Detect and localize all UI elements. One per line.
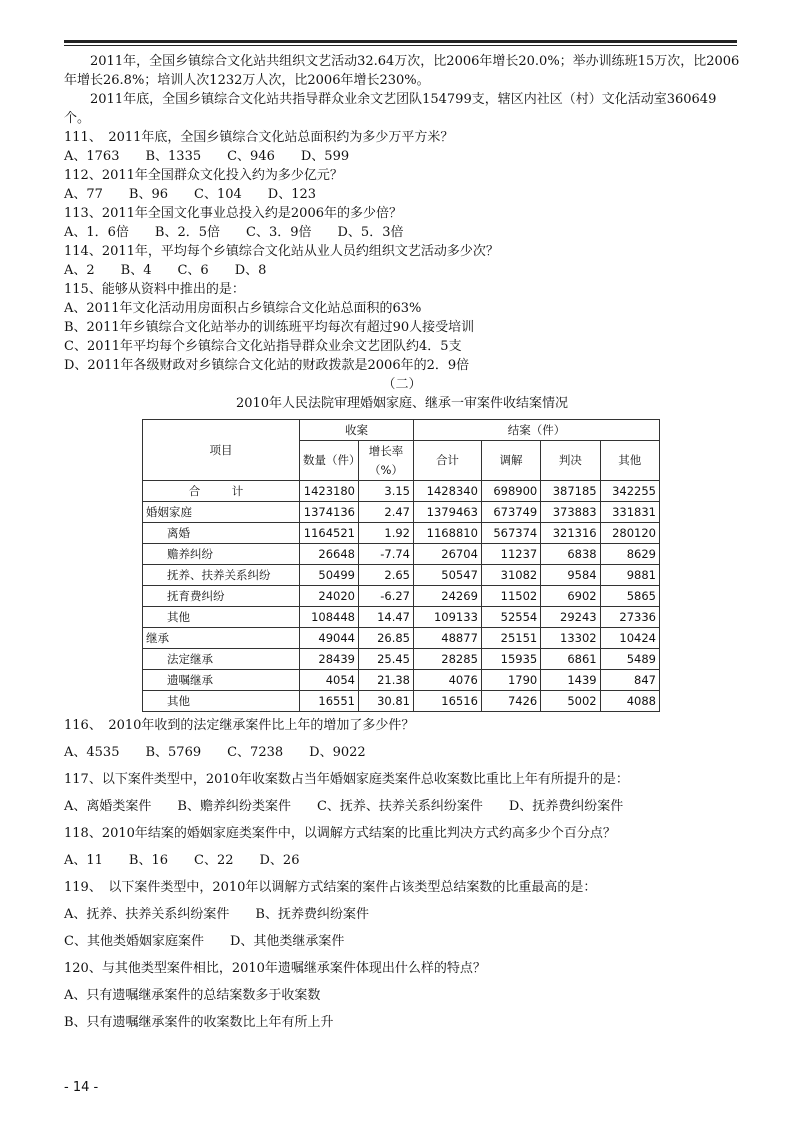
- paragraph: 2011年，全国乡镇综合文化站共组织文艺活动32.64万次，比2006年增长20.0%；举办训练班15万次，比2006年增长26.8%；培训人次1232万人次，比2006年增长230%。: [64, 54, 740, 88]
- cell-value: 847: [600, 670, 659, 691]
- question-line: A、11 B、16 C、22 D、26: [64, 853, 300, 868]
- question-line: A、4535 B、5769 C、7238 D、9022: [64, 745, 366, 760]
- question-line: D、2011年各级财政对乡镇综合文化站的财政拨款是2006年的2．9倍: [64, 358, 470, 373]
- question-line: A、离婚类案件 B、赡养纠纷类案件 C、抚养、扶养关系纠纷案件 D、抚养费纠纷案件: [64, 799, 624, 814]
- question-line: B、2011年乡镇综合文化站举办的训练班平均每次有超过90人接受培训: [64, 320, 475, 335]
- row-label: 婚姻家庭: [143, 502, 300, 523]
- cell-value: 50499: [300, 565, 359, 586]
- cell-value: 50547: [414, 565, 482, 586]
- cell-value: 3.15: [359, 481, 414, 502]
- table-row: [143, 670, 660, 691]
- question-line: 111、 2011年底，全国乡镇综合文化站总面积约为多少万平方米？: [64, 130, 454, 145]
- cell-value: 342255: [600, 481, 659, 502]
- cell-value: 373883: [541, 502, 600, 523]
- cell-value: 49044: [300, 628, 359, 649]
- cell-value: 9584: [541, 565, 600, 586]
- question-line: 114、2011年，平均每个乡镇综合文化站从业人员约组织文艺活动多少次？: [64, 244, 499, 259]
- cell-value: 567374: [481, 523, 540, 544]
- cell-value: 16551: [300, 691, 359, 712]
- question-line: A、只有遗嘱继承案件的总结案数多于收案数: [64, 988, 321, 1003]
- cell-value: 2.47: [359, 502, 414, 523]
- top-rule-thick: [64, 40, 737, 43]
- cell-value: 26.85: [359, 628, 414, 649]
- cell-value: 4076: [414, 670, 482, 691]
- table-row: [143, 481, 660, 502]
- cell-value: 1423180: [300, 481, 359, 502]
- cell-value: 1.92: [359, 523, 414, 544]
- question-line: A、1．6倍 B、2．5倍 C、3．9倍 D、5．3倍: [64, 225, 404, 240]
- cell-value: 48877: [414, 628, 482, 649]
- cell-value: 1164521: [300, 523, 359, 544]
- paragraph: 2011年底，全国乡镇综合文化站共指导群众业余文艺团队154799支，辖区内社区（村）文化活动室360649个。: [64, 92, 717, 126]
- table-row: [143, 586, 660, 607]
- question-line: 120、与其他类型案件相比，2010年遗嘱继承案件体现出什么样的特点？: [64, 961, 486, 976]
- cell-value: 2.65: [359, 565, 414, 586]
- question-line: A、抚养、扶养关系纠纷案件 B、抚养费纠纷案件: [64, 907, 369, 922]
- cell-value: 331831: [600, 502, 659, 523]
- cell-value: 1374136: [300, 502, 359, 523]
- cell-value: 29243: [541, 607, 600, 628]
- cell-value: 11502: [481, 586, 540, 607]
- question-line: 113、2011年全国文化事业总投入约是2006年的多少倍？: [64, 206, 402, 221]
- cell-value: 1428340: [414, 481, 482, 502]
- row-label: 法定继承: [143, 649, 300, 670]
- question-line: A、2011年文化活动用房面积占乡镇综合文化站总面积的63%: [64, 301, 422, 316]
- question-line: B、只有遗嘱继承案件的收案数比上年有所上升: [64, 1015, 334, 1030]
- question-line: 118、2010年结案的婚姻家庭类案件中，以调解方式结案的比重比判决方式约高多少个百分点？: [64, 826, 616, 841]
- cell-value: 14.47: [359, 607, 414, 628]
- table-row: [143, 628, 660, 649]
- cell-value: 15935: [481, 649, 540, 670]
- cell-value: 25.45: [359, 649, 414, 670]
- question-list-2: [64, 712, 740, 1036]
- table-row: [143, 544, 660, 565]
- row-label: 抚育费纠纷: [143, 586, 300, 607]
- cell-value: 6838: [541, 544, 600, 565]
- question-line: 117、以下案件类型中，2010年收案数占当年婚姻家庭类案件总收案数比重比上年有所提升的是：: [64, 772, 629, 787]
- cell-value: 9881: [600, 565, 659, 586]
- cell-value: 8629: [600, 544, 659, 565]
- cell-value: 1379463: [414, 502, 482, 523]
- cell-value: 108448: [300, 607, 359, 628]
- cell-value: 673749: [481, 502, 540, 523]
- row-label: 离婚: [143, 523, 300, 544]
- cell-value: 27336: [600, 607, 659, 628]
- page-content: [64, 52, 740, 1036]
- cell-value: 28285: [414, 649, 482, 670]
- subheader-growth: 增长率（%）: [359, 441, 414, 481]
- cell-value: 1168810: [414, 523, 482, 544]
- section-label: （二）: [382, 377, 422, 392]
- cell-value: 321316: [541, 523, 600, 544]
- question-line: A、2 B、4 C、6 D、8: [64, 263, 267, 278]
- table-title: 2010年人民法院审理婚姻家庭、继承一审案件收结案情况: [235, 396, 569, 411]
- cell-value: 280120: [600, 523, 659, 544]
- cell-value: 25151: [481, 628, 540, 649]
- cell-value: 16516: [414, 691, 482, 712]
- cell-value: 13302: [541, 628, 600, 649]
- cell-value: 31082: [481, 565, 540, 586]
- row-label: 遗嘱继承: [143, 670, 300, 691]
- table-row: [143, 502, 660, 523]
- cell-value: -6.27: [359, 586, 414, 607]
- cell-value: 28439: [300, 649, 359, 670]
- table-row: [143, 691, 660, 712]
- subheader-other: 其他: [600, 441, 659, 481]
- cell-value: -7.74: [359, 544, 414, 565]
- page-number: - 14 -: [64, 1080, 99, 1095]
- cell-value: 52554: [481, 607, 540, 628]
- table-row: [143, 565, 660, 586]
- table-row: [143, 607, 660, 628]
- cell-value: 26704: [414, 544, 482, 565]
- cell-value: 387185: [541, 481, 600, 502]
- cell-value: 1439: [541, 670, 600, 691]
- case-statistics-table: [142, 419, 660, 712]
- header-closed: 结案（件）: [414, 420, 660, 441]
- question-line: A、77 B、96 C、104 D、123: [64, 187, 317, 202]
- question-line: 116、 2010年收到的法定继承案件比上年的增加了多少件？: [64, 718, 415, 733]
- cell-value: 4088: [600, 691, 659, 712]
- subheader-total: 合计: [414, 441, 482, 481]
- row-label: 其他: [143, 691, 300, 712]
- cell-value: 21.38: [359, 670, 414, 691]
- header-received: 收案: [300, 420, 414, 441]
- question-line: C、其他类婚姻家庭案件 D、其他类继承案件: [64, 934, 345, 949]
- subheader-mediation: 调解: [481, 441, 540, 481]
- cell-value: 6902: [541, 586, 600, 607]
- table-row: [143, 649, 660, 670]
- cell-value: 24020: [300, 586, 359, 607]
- cell-value: 6861: [541, 649, 600, 670]
- header-item: 项目: [143, 420, 300, 481]
- cell-value: 10424: [600, 628, 659, 649]
- cell-value: 7426: [481, 691, 540, 712]
- question-line: C、2011年平均每个乡镇综合文化站指导群众业余文艺团队约4．5支: [64, 339, 462, 354]
- table-body: [143, 481, 660, 712]
- row-label: 其他: [143, 607, 300, 628]
- cell-value: 30.81: [359, 691, 414, 712]
- cell-value: 698900: [481, 481, 540, 502]
- cell-value: 11237: [481, 544, 540, 565]
- cell-value: 5489: [600, 649, 659, 670]
- question-line: A、1763 B、1335 C、946 D、599: [64, 149, 350, 164]
- subheader-count: 数量（件）: [300, 441, 359, 481]
- row-label: 合 计: [143, 481, 300, 502]
- cell-value: 5002: [541, 691, 600, 712]
- cell-value: 4054: [300, 670, 359, 691]
- cell-value: 5865: [600, 586, 659, 607]
- row-label: 抚养、扶养关系纠纷: [143, 565, 300, 586]
- row-label: 继承: [143, 628, 300, 649]
- cell-value: 24269: [414, 586, 482, 607]
- subheader-judgment: 判决: [541, 441, 600, 481]
- cell-value: 1790: [481, 670, 540, 691]
- row-label: 赡养纠纷: [143, 544, 300, 565]
- cell-value: 109133: [414, 607, 482, 628]
- question-list-1: [64, 128, 740, 375]
- question-line: 112、2011年全国群众文化投入约为多少亿元？: [64, 168, 343, 183]
- top-rule-thin: [64, 45, 737, 46]
- table-row: [143, 523, 660, 544]
- question-line: 115、能够从资料中推出的是：: [64, 282, 245, 297]
- question-line: 119、 以下案件类型中，2010年以调解方式结案的案件占该类型总结案数的比重最高的是：: [64, 880, 597, 895]
- cell-value: 26648: [300, 544, 359, 565]
